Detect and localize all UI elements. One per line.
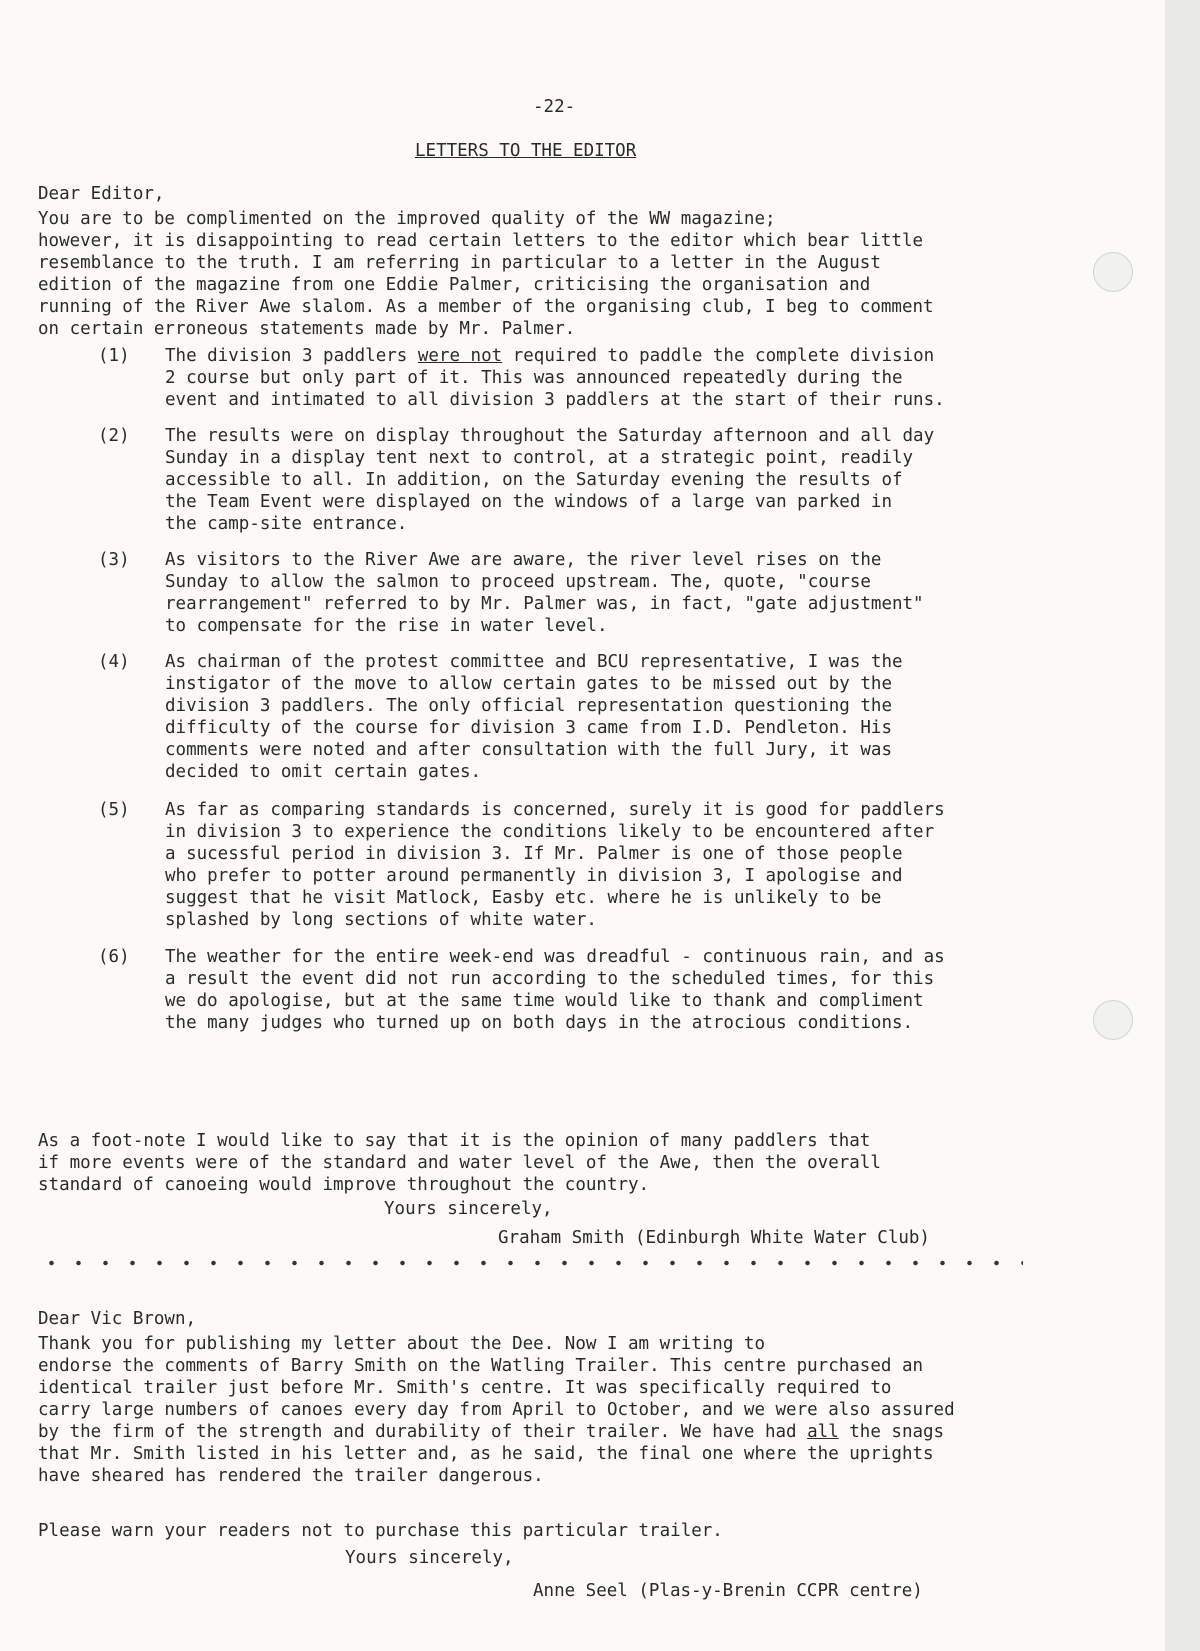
text-line: running of the River Awe slalom. As a member of the organising club, I beg to comment xyxy=(38,297,934,317)
list-item-line: difficulty of the course for division 3 came from I.D. Pendleton. His xyxy=(165,718,892,738)
list-item-line: to compensate for the rise in water level. xyxy=(165,616,608,636)
text-line: that Mr. Smith listed in his letter and, as he said, the final one where the uprights xyxy=(38,1444,934,1464)
text-line: endorse the comments of Barry Smith on the Watling Trailer. This centre purchased an xyxy=(38,1356,924,1376)
text-line: identical trailer just before Mr. Smith's centre. It was specifically required to xyxy=(38,1378,892,1398)
dotted-separator xyxy=(38,1258,1023,1268)
list-item-line: accessible to all. In addition, on the Saturday evening the results of xyxy=(165,470,903,490)
list-item-line: division 3 paddlers. The only official representation questioning the xyxy=(165,696,892,716)
list-item-line: we do apologise, but at the same time would like to thank and compliment xyxy=(165,991,924,1011)
list-item-line: As far as comparing standards is concerned, surely it is good for paddlers xyxy=(165,800,945,820)
letter1-signature: Graham Smith (Edinburgh White Water Club) xyxy=(498,1228,930,1248)
list-item-line: The results were on display throughout the Saturday afternoon and all day xyxy=(165,426,935,446)
text-line: by the firm of the strength and durability of their trailer. We have had all the snags xyxy=(38,1422,945,1442)
list-item-line: instigator of the move to allow certain gates to be missed out by the xyxy=(165,674,892,694)
list-item-line: splashed by long sections of white water. xyxy=(165,910,597,930)
letter1-salutation: Dear Editor, xyxy=(38,184,165,204)
list-item-line: comments were noted and after consultation with the full Jury, it was xyxy=(165,740,892,760)
letter2-signature: Anne Seel (Plas-y-Brenin CCPR centre) xyxy=(533,1581,923,1601)
text-line: edition of the magazine from one Eddie Palmer, criticising the organisation and xyxy=(38,275,871,295)
underlined-text: all xyxy=(807,1422,839,1442)
letter2-closing: Yours sincerely, xyxy=(345,1548,514,1568)
punch-hole xyxy=(1093,252,1133,292)
text-line: if more events were of the standard and water level of the Awe, then the overall xyxy=(38,1153,881,1173)
punch-hole xyxy=(1093,1000,1133,1040)
list-number: (3) xyxy=(98,550,130,570)
page-title: LETTERS TO THE EDITOR xyxy=(415,141,637,161)
text-line: You are to be complimented on the improved quality of the WW magazine; xyxy=(38,209,776,229)
list-item-line: As chairman of the protest committee and BCU representative, I was the xyxy=(165,652,903,672)
list-item-line: rearrangement" referred to by Mr. Palmer was, in fact, "gate adjustment" xyxy=(165,594,924,614)
list-number: (5) xyxy=(98,800,130,820)
list-item-line: the camp-site entrance. xyxy=(165,514,408,534)
list-number: (4) xyxy=(98,652,130,672)
list-item-line: As visitors to the River Awe are aware, the river level rises on the xyxy=(165,550,882,570)
text-line: have sheared has rendered the trailer dangerous. xyxy=(38,1466,544,1486)
underlined-text: were not xyxy=(417,346,503,366)
list-item-line: a result the event did not run according to the scheduled times, for this xyxy=(165,969,935,989)
text-line: on certain erroneous statements made by Mr. Palmer. xyxy=(38,319,576,339)
letter2-salutation: Dear Vic Brown, xyxy=(38,1309,197,1329)
list-number: (1) xyxy=(98,346,130,366)
text-line: resemblance to the truth. I am referring in particular to a letter in the August xyxy=(38,253,881,273)
list-number: (2) xyxy=(98,426,130,446)
list-item-line: in division 3 to experience the conditions likely to be encountered after xyxy=(165,822,935,842)
list-item-line: Sunday to allow the salmon to proceed upstream. The, quote, "course xyxy=(165,572,871,592)
list-item-line: Sunday in a display tent next to control, at a strategic point, readily xyxy=(165,448,914,468)
list-item-line: event and intimated to all division 3 paddlers at the start of their runs. xyxy=(165,390,945,410)
list-item-line: suggest that he visit Matlock, Easby etc. where he is unlikely to be xyxy=(165,888,882,908)
text-line: standard of canoeing would improve throughout the country. xyxy=(38,1175,650,1195)
list-item-line: the many judges who turned up on both days in the atrocious conditions. xyxy=(165,1013,914,1033)
text-line: however, it is disappointing to read certain letters to the editor which bear little xyxy=(38,231,924,251)
text-line: Thank you for publishing my letter about the Dee. Now I am writing to xyxy=(38,1334,765,1354)
list-item-line: who prefer to potter around permanently in division 3, I apologise and xyxy=(165,866,903,886)
list-item-line: The weather for the entire week-end was dreadful - continuous rain, and as xyxy=(165,947,945,967)
list-item-line: 2 course but only part of it. This was announced repeatedly during the xyxy=(165,368,903,388)
list-number: (6) xyxy=(98,947,130,967)
list-item-line: the Team Event were displayed on the windows of a large van parked in xyxy=(165,492,892,512)
list-item-line: The division 3 paddlers were not required to paddle the complete division xyxy=(165,346,935,366)
letter1-closing: Yours sincerely, xyxy=(384,1199,553,1219)
text-line: carry large numbers of canoes every day from April to October, and we were also assured xyxy=(38,1400,955,1420)
list-item-line: decided to omit certain gates. xyxy=(165,762,482,782)
list-item-line: a sucessful period in division 3. If Mr. Palmer is one of those people xyxy=(165,844,903,864)
letter2-paragraph-2: Please warn your readers not to purchase this particular trailer. xyxy=(38,1521,723,1541)
page-number: -22- xyxy=(533,97,576,117)
text-line: As a foot-note I would like to say that it is the opinion of many paddlers that xyxy=(38,1131,871,1151)
